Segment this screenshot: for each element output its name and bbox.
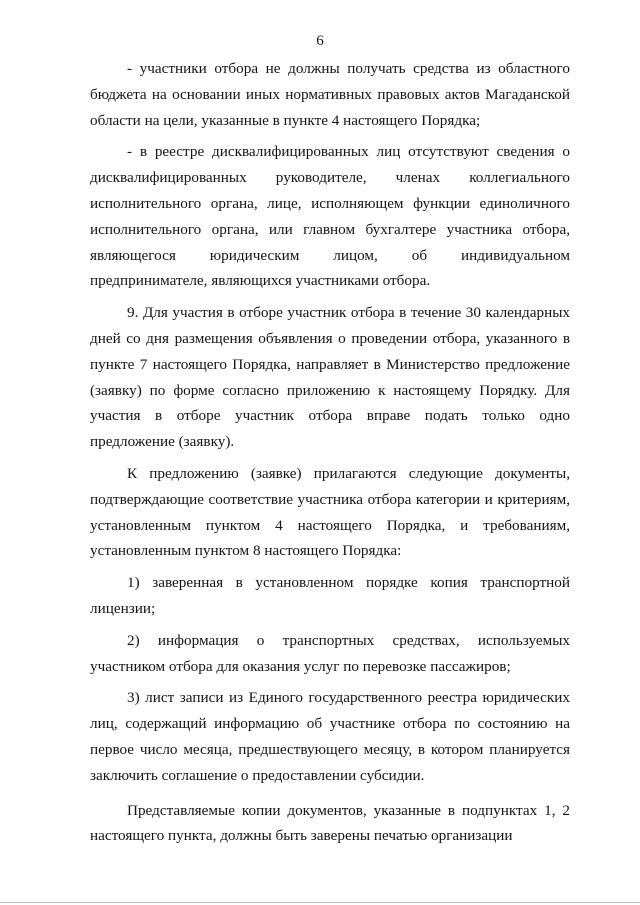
paragraph-doc-1-license: 1) заверенная в установленном порядке копия транспортной лицензии; — [90, 574, 570, 617]
page-number: 6 — [316, 33, 324, 49]
document-body — [90, 56, 570, 849]
page-edge-divider — [0, 902, 640, 903]
paragraph-no-regional-funding: - участники отбора не должны получать средства из областного бюджета на основании иных нормативных правовых актов Магаданской области на цели, указанные в пункте 4 настоящего Порядка; — [90, 60, 570, 129]
paragraph-item-9-application: 9. Для участия в отборе участник отбора в течение 30 календарных дней со дня размещения объявления о проведении отбора, указанного в пункте 7 настоящего Порядка, направляет в Министерство предложение (заявку) по форме согласно приложению к настоящему Порядку. Для участия в отборе участник отбора вправе подать только одно предложение (заявку). — [90, 304, 570, 451]
paragraph-doc-2-vehicles: 2) информация о транспортных средствах, используемых участником отбора для оказания услуг по перевозке пассажиров; — [90, 631, 570, 675]
paragraph-copies-certification: Представляемые копии документов, указанные в подпунктах 1, 2 настоящего пункта, должны быть заверены печатью организации — [90, 801, 570, 845]
paragraph-disqualified-registry: - в реестре дисквалифицированных лиц отсутствуют сведения о дисквалифицированных руководителе, членах коллегиального исполнительного органа, лице, исполняющем функции единоличного исполнительного органа, или главном бухгалтере участника отбора, являющегося юридическим лицом, об индивидуальном предпринимателе, являющихся участниками отбора. — [90, 143, 570, 290]
paragraph-doc-3-egrul: 3) лист записи из Единого государственного реестра юридических лиц, содержащий информацию об участнике отбора по состоянию на первое число месяца, предшествующего месяцу, в котором планируется заключить соглашение о предоставлении субсидии. — [90, 689, 570, 784]
paragraph-attached-documents: К предложению (заявке) прилагаются следующие документы, подтверждающие соответствие участника отбора категории и критериям, установленным пунктом 4 настоящего Порядка, и требованиям, установленным пунктом 8 настоящего Порядка: — [90, 464, 570, 560]
